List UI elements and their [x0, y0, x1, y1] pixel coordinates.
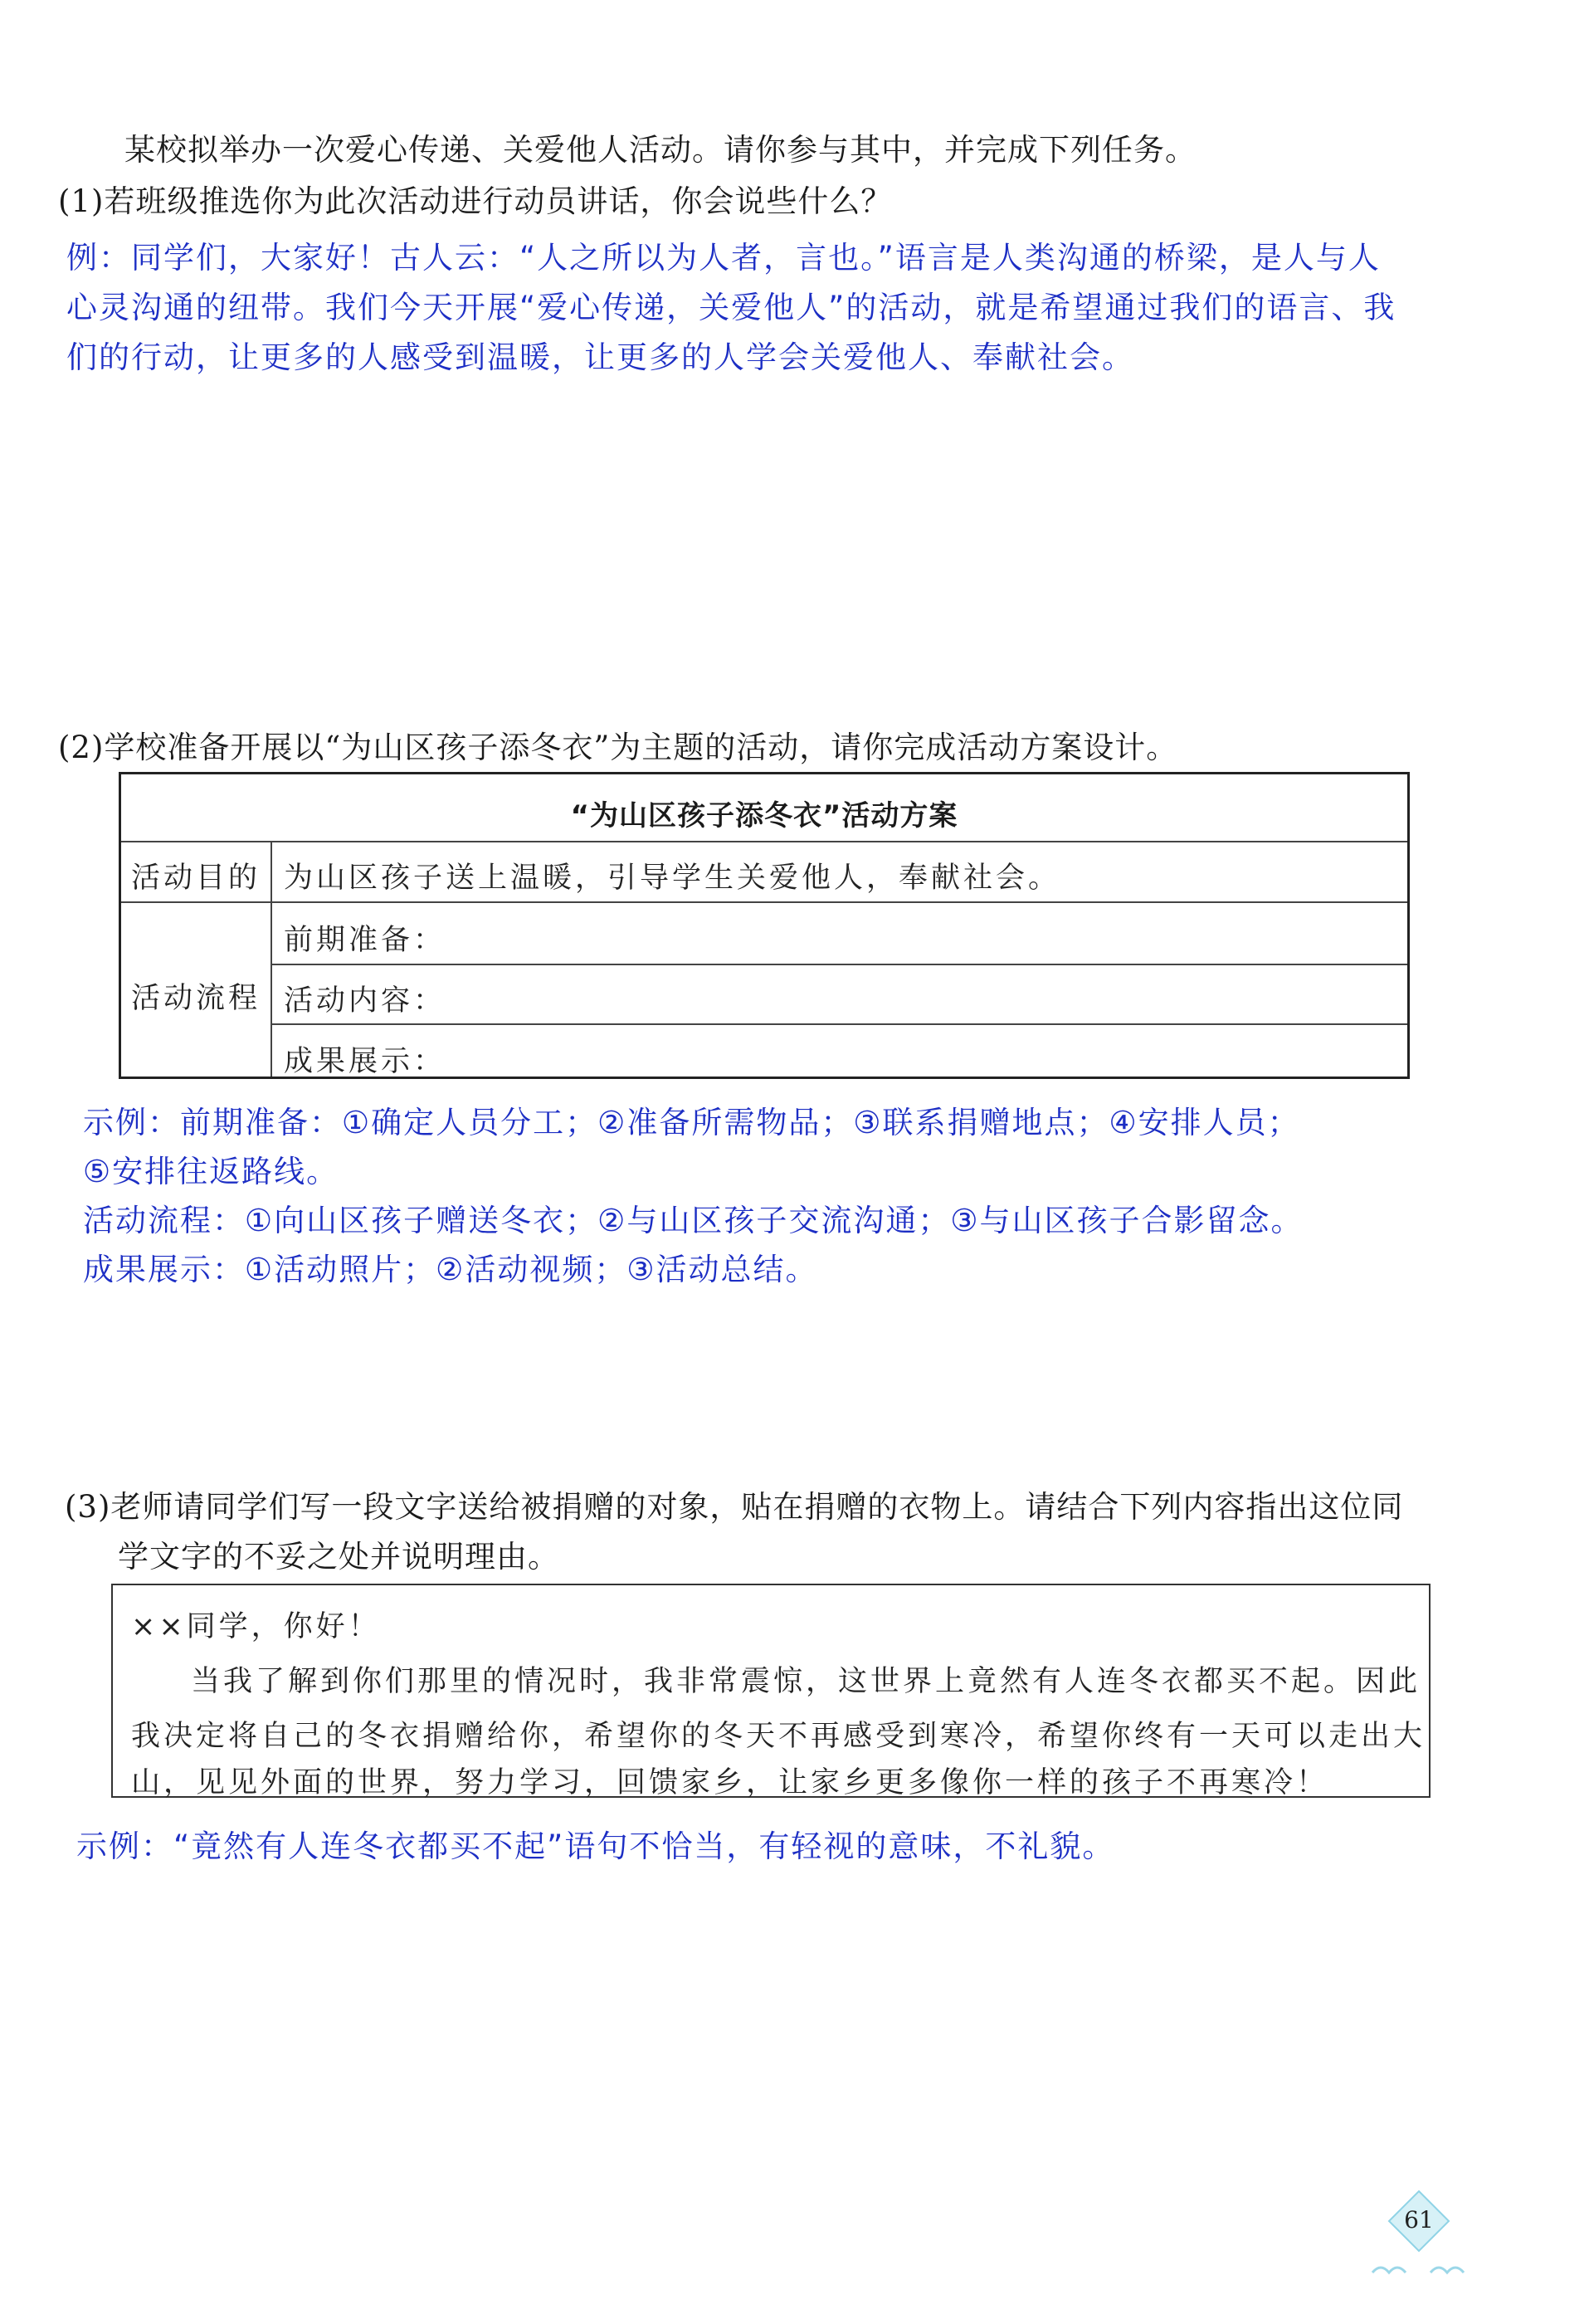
table-divider — [121, 841, 1407, 842]
answer-2-line: 成果展示：①活动照片；②活动视频；③活动总结。 — [83, 1252, 818, 1287]
plan-title: “为山区孩子添冬衣”活动方案 — [570, 799, 958, 832]
answer-2-line: ⑤安排往返路线。 — [83, 1154, 339, 1189]
question-3-line: (3)老师请同学们写一段文字送给被捐赠的对象，贴在捐赠的衣物上。请结合下列内容指出这位同 — [65, 1489, 1404, 1525]
answer-3: 示例：“竟然有人连冬衣都买不起”语句不恰当，有轻视的意味，不礼貌。 — [76, 1828, 1115, 1864]
letter-line: 山，见见外面的世界，努力学习，回馈家乡，让家乡更多像你一样的孩子不再寒冷！ — [131, 1766, 1329, 1799]
table-divider — [271, 964, 1407, 965]
process-row-results: 成果展示： — [284, 1045, 446, 1078]
page-number: 61 — [1404, 2206, 1434, 2234]
purpose-value: 为山区孩子送上温暖，引导学生关爱他人，奉献社会。 — [284, 862, 1061, 895]
page-number-badge — [1387, 2190, 1450, 2253]
question-2: (2)学校准备开展以“为山区孩子添冬衣”为主题的活动，请你完成活动方案设计。 — [58, 730, 1178, 765]
question-3-line: 学文字的不妥之处并说明理由。 — [118, 1539, 559, 1575]
process-row-content: 活动内容： — [284, 984, 446, 1018]
purpose-label: 活动目的 — [131, 862, 261, 895]
table-column-divider — [271, 841, 272, 1077]
intro-text: 某校拟举办一次爱心传递、关爱他人活动。请你参与其中，并完成下列任务。 — [124, 132, 1197, 168]
question-1: (1)若班级推选你为此次活动进行动员讲话，你会说些什么？ — [58, 183, 893, 219]
table-divider — [271, 1023, 1407, 1025]
letter-greeting: ××同学，你好！ — [131, 1610, 381, 1643]
answer-1-line: 心灵沟通的纽带。我们今天开展“爱心传递，关爱他人”的活动，就是希望通过我们的语言、我 — [66, 290, 1396, 325]
letter-line: 我决定将自己的冬衣捐赠给你，希望你的冬天不再感受到寒冷，希望你终有一天可以走出大 — [131, 1720, 1426, 1753]
process-row-preparation: 前期准备： — [284, 924, 446, 957]
table-divider — [121, 901, 1407, 903]
student-letter-box — [111, 1584, 1431, 1798]
answer-2-line: 示例：前期准备：①确定人员分工；②准备所需物品；③联系捐赠地点；④安排人员； — [83, 1105, 1300, 1140]
answer-2-line: 活动流程：①向山区孩子赠送冬衣；②与山区孩子交流沟通；③与山区孩子合影留念。 — [83, 1203, 1304, 1238]
activity-plan-table — [119, 772, 1410, 1079]
answer-1-line: 们的行动，让更多的人感受到温暖，让更多的人学会关爱他人、奉献社会。 — [66, 339, 1134, 375]
process-label: 活动流程 — [131, 982, 261, 1015]
wave-decoration-icon — [1369, 2256, 1469, 2281]
answer-1-line: 例：同学们，大家好！古人云：“人之所以为人者，言也。”语言是人类沟通的桥梁，是人与人 — [66, 240, 1381, 276]
letter-line: 当我了解到你们那里的情况时，我非常震惊，这世界上竟然有人连冬衣都买不起。因此 — [191, 1665, 1421, 1698]
